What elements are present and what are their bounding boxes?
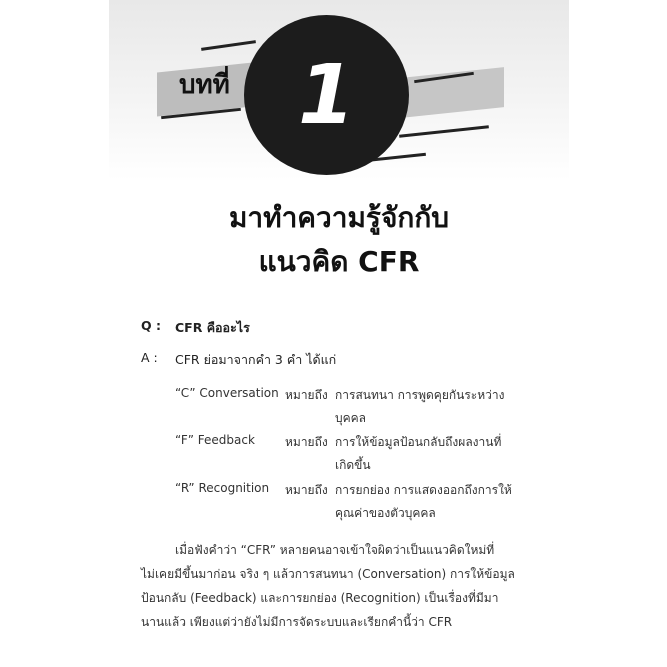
term-meaning-word: หมายถึง xyxy=(285,435,328,449)
chapter-title-line-2: แนวคิด CFR xyxy=(258,245,420,278)
chapter-number: 1 xyxy=(297,47,356,143)
paragraph-line-4: นานแล้ว เพียงแต่ว่ายังไม่มีการจัดระบบและเรียกคำนี้ว่า CFR xyxy=(141,615,453,629)
chapter-number-badge xyxy=(244,15,409,175)
answer-text: CFR ย่อมาจากคำ 3 คำ ได้แก่ xyxy=(175,352,337,367)
term-definition-line-2: เกิดขึ้น xyxy=(335,458,371,472)
question-text: CFR คืออะไร xyxy=(175,320,250,335)
chapter-title-line-1: มาทำความรู้จักกับ xyxy=(228,201,450,234)
term-definition-line-2: คุณค่าของตัวบุคคล xyxy=(335,506,436,520)
term-meaning-word: หมายถึง xyxy=(285,388,328,402)
term-definition-line-1: การให้ข้อมูลป้อนกลับถึงผลงานที่ xyxy=(335,435,502,449)
term-definition-line-1: การยกย่อง การแสดงออกถึงการให้ xyxy=(335,483,512,497)
chapter-label: บทที่ xyxy=(179,70,230,100)
term-label: “C” Conversation xyxy=(175,386,279,400)
term-label: “F” Feedback xyxy=(175,433,255,447)
book-page xyxy=(109,0,569,667)
paragraph-line-2: ไม่เคยมีขึ้นมาก่อน จริง ๆ แล้วการสนทนา (Conversation) การให้ข้อมูล xyxy=(141,567,515,581)
term-meaning-word: หมายถึง xyxy=(285,483,328,497)
term-label: “R” Recognition xyxy=(175,481,270,495)
paragraph-line-3: ป้อนกลับ (Feedback) และการยกย่อง (Recognition) เป็นเรื่องที่มีมา xyxy=(141,591,499,605)
question-marker: Q : xyxy=(141,318,161,333)
term-definition-line-2: บุคคล xyxy=(335,411,367,425)
answer-marker: A : xyxy=(141,350,158,365)
term-definition-line-1: การสนทนา การพูดคุยกันระหว่าง xyxy=(335,388,505,402)
paragraph-line-1: เมื่อฟังคำว่า “CFR” หลายคนอาจเข้าใจผิดว่าเป็นแนวคิดใหม่ที่ xyxy=(175,543,495,557)
